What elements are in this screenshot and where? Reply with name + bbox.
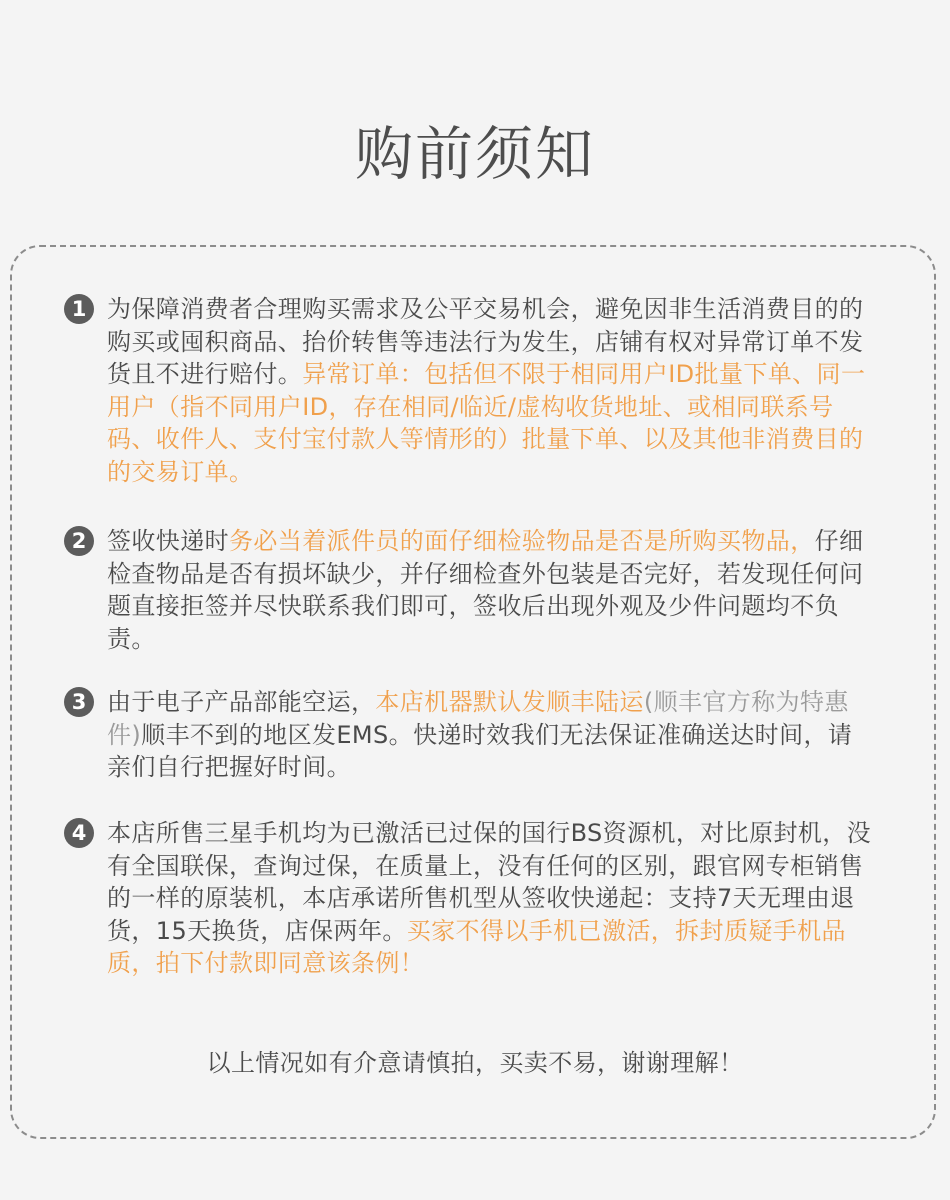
- notice-text-3-after: 顺丰不到的地区发EMS。快递时效我们无法保证准确送达时间，请亲们自行把握好时间。: [107, 720, 853, 781]
- notice-text-1-plain: 为保障消费者合理购买需求及公平交易机会，避免因非生活消费目的的购买或囤积商品、抬价转售等违法行为发生，店铺有权对异常订单不发货且不进行赔付。: [107, 295, 864, 388]
- page-title: 购前须知: [354, 120, 595, 188]
- number-badge-1: 1: [64, 294, 94, 324]
- notice-text-2-after: 仔细检查物品是否有损坏缺少，并仔细检查外包装是否完好，若发现任何问题直接拒签并尽快联系我们即可，签收后出现外观及少件问题均不负责。: [107, 527, 864, 653]
- notice-text-4-highlight: 买家不得以手机已激活，拆封质疑手机品质，拍下付款即同意该条例！: [107, 916, 846, 977]
- notice-text-3: [107, 686, 874, 784]
- notice-text-3-before: 由于电子产品部能空运，: [107, 688, 376, 716]
- notice-text-3-muted: (顺丰官方称为特惠件): [107, 688, 849, 749]
- notice-item-4: [64, 817, 874, 980]
- notice-item-3: [64, 686, 874, 784]
- notice-text-4-plain: 本店所售三星手机均为已激活已过保的国行BS资源机，对比原封机，没有全国联保，查询过保，在质量上，没有任何的区别，跟官网专柜销售的一样的原装机，本店承诺所售机型从签收快递起：支持7天无理由退货，15天换货，店保两年。: [107, 819, 872, 945]
- number-badge-2: 2: [64, 526, 94, 556]
- notice-text-4: [107, 817, 874, 980]
- notice-text-1: [107, 293, 874, 488]
- number-badge-4: 4: [64, 818, 94, 848]
- notice-text-1-highlight: 异常订单：包括但不限于相同用户ID批量下单、同一用户（指不同用户ID，存在相同/临近/虚构收货地址、或相同联系号码、收件人、支付宝付款人等情形的）批量下单、以及其他非消费目的的交易订单。: [107, 360, 866, 486]
- notice-item-1: [64, 293, 874, 488]
- notice-text-2: [107, 525, 874, 655]
- footer-note: 以上情况如有介意请慎拍，买卖不易，谢谢理解！: [206, 1049, 744, 1077]
- number-badge-3: 3: [64, 687, 94, 717]
- notice-item-2: [64, 525, 874, 655]
- notice-text-3-highlight: 本店机器默认发顺丰陆运: [375, 688, 644, 716]
- notice-text-2-before: 签收快递时: [107, 527, 229, 555]
- notice-text-2-highlight: 务必当着派件员的面仔细检验物品是否是所购买物品，: [229, 527, 815, 555]
